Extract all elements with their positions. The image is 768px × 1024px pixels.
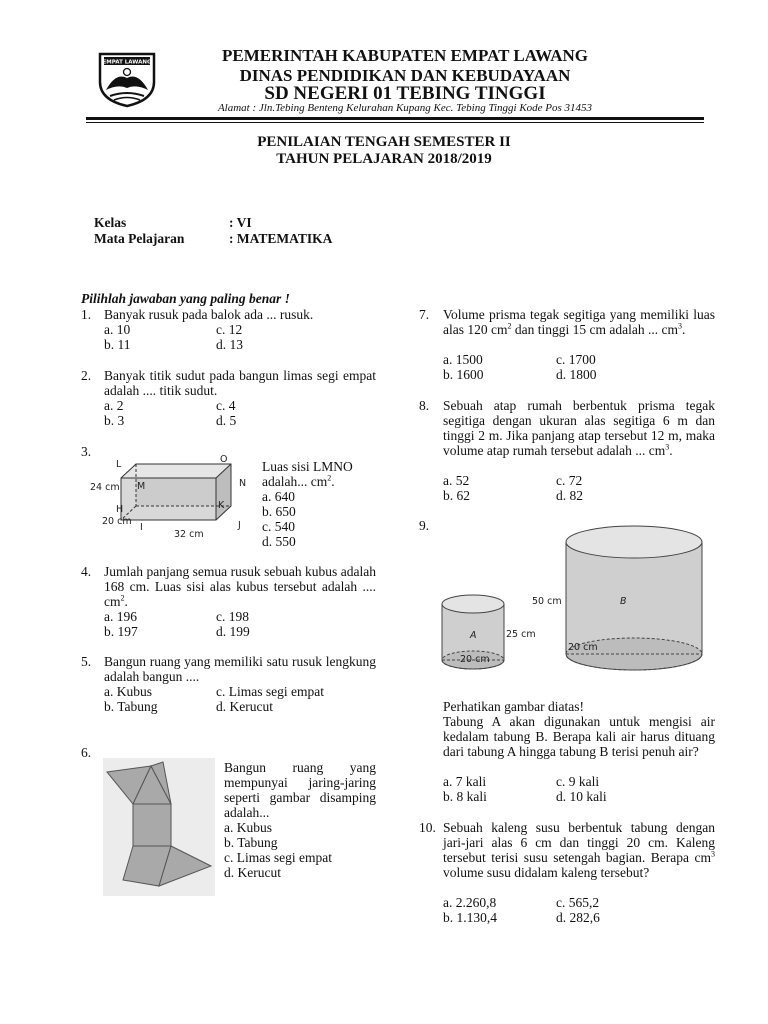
kelas-value: : VI	[229, 215, 252, 230]
q2-option-b[interactable]: b. 3	[104, 413, 125, 428]
mapel-label: Mata Pelajaran	[94, 231, 185, 246]
diameter-A: 20 cm	[460, 654, 490, 665]
vertex-M: M	[137, 481, 146, 492]
question-text: Banyak rusuk pada balok ada ... rusuk.	[104, 307, 314, 322]
school-name: SD NEGERI 01 TEBING TINGGI	[264, 83, 546, 104]
logo-text: EMPAT LAWANG	[102, 59, 152, 66]
label-B: B	[620, 596, 627, 607]
q6-option-b[interactable]: b. Tabung	[224, 835, 278, 850]
kelas-label: Kelas	[94, 215, 127, 230]
vertex-I: I	[140, 522, 143, 533]
q7-option-b[interactable]: b. 1600	[443, 367, 484, 382]
q3-option-a[interactable]: a. 640	[262, 489, 295, 504]
question-number: 4.	[81, 564, 92, 579]
q4-option-a[interactable]: a. 196	[104, 609, 137, 624]
q8-option-b[interactable]: b. 62	[443, 488, 470, 503]
q10-option-b[interactable]: b. 1.130,4	[443, 910, 497, 925]
header-rule-thin	[86, 122, 704, 123]
mapel-value: : MATEMATIKA	[229, 231, 333, 246]
q6-option-c[interactable]: c. Limas segi empat	[224, 850, 332, 865]
question-text: Jumlah panjang semua rusuk sebuah kubus adalah 168 cm. Luas sisi alas kubus tersebut adalah .... $cm^2$.	[104, 564, 376, 609]
dimension-24: 24 cm	[90, 482, 120, 493]
question-number: 2.	[81, 368, 92, 383]
q10-option-d[interactable]: d. 282,6	[556, 910, 600, 925]
q7-option-c[interactable]: c. 1700	[556, 352, 596, 367]
question-text: Volume prisma tegak segitiga yang memiliki luas alas 120 $cm^2$ dan tinggi 15 cm adalah ... $cm^3$.	[443, 307, 715, 337]
q10-option-a[interactable]: a. 2.260,8	[443, 895, 497, 910]
q4-option-b[interactable]: b. 197	[104, 624, 138, 639]
cuboid-figure	[86, 450, 254, 542]
dimension-20: 20 cm	[102, 516, 132, 527]
q4-option-d[interactable]: d. 199	[216, 624, 250, 639]
exam-year: TAHUN PELAJARAN 2018/2019	[276, 151, 492, 167]
q5-option-b[interactable]: b. Tabung	[104, 699, 158, 714]
height-A: 25 cm	[506, 629, 536, 640]
q2-option-d[interactable]: d. 5	[216, 413, 237, 428]
q7-option-a[interactable]: a. 1500	[443, 352, 483, 367]
label-A: A	[470, 630, 477, 641]
question-4	[81, 564, 377, 610]
school-address: Alamat : Jln.Tebing Benteng Kelurahan Kupang Kec. Tebing Tinggi Kode Pos 31453	[217, 102, 593, 114]
q1-option-a[interactable]: a. 10	[104, 322, 131, 337]
q7-option-d[interactable]: d. 1800	[556, 367, 597, 382]
q3-option-d[interactable]: d. 550	[262, 534, 296, 549]
vertex-L: L	[116, 459, 122, 470]
question-6-number: 6.	[81, 745, 92, 760]
q2-option-c[interactable]: c. 4	[216, 398, 236, 413]
question-text: Banyak titik sudut pada bangun limas segi empat adalah .... titik sudut.	[104, 368, 376, 398]
cylinders-figure	[436, 520, 714, 680]
q6-option-a[interactable]: a. Kubus	[224, 820, 272, 835]
dimension-32: 32 cm	[174, 529, 204, 540]
question-number: 1.	[81, 307, 92, 322]
regency-logo	[96, 50, 158, 108]
q2-option-a[interactable]: a. 2	[104, 398, 124, 413]
prism-net-figure	[103, 758, 215, 896]
header-line-1: PEMERINTAH KABUPATEN EMPAT LAWANG	[222, 46, 588, 65]
q9-option-b[interactable]: b. 8 kali	[443, 789, 487, 804]
q5-option-d[interactable]: d. Kerucut	[216, 699, 273, 714]
vertex-O: O	[220, 454, 228, 465]
height-B: 50 cm	[532, 596, 562, 607]
q1-option-d[interactable]: d. 13	[216, 337, 243, 352]
q9-option-c[interactable]: c. 9 kali	[556, 774, 600, 789]
question-number: 8.	[419, 398, 430, 413]
q9-intro: Perhatikan gambar diatas!	[443, 699, 584, 714]
question-text: Sebuah kaleng susu berbentuk tabung dengan jari-jari alas 6 cm dan tinggi 20 cm. Kaleng tersebut terisi susu setengah bagian. Berapa $cm^3$ volume susu didalam kaleng tersebut?	[443, 820, 715, 880]
question-9-number: 9.	[419, 518, 430, 533]
q8-option-d[interactable]: d. 82	[556, 488, 583, 503]
q9-option-d[interactable]: d. 10 kali	[556, 789, 607, 804]
vertex-K: K	[218, 500, 225, 511]
q4-option-c[interactable]: c. 198	[216, 609, 249, 624]
exam-title: PENILAIAN TENGAH SEMESTER II	[257, 134, 511, 150]
vertex-H: H	[116, 504, 124, 515]
q5-option-a[interactable]: a. Kubus	[104, 684, 152, 699]
question-number: 7.	[419, 307, 430, 322]
q3-text-2: adalah... $cm^2$.	[262, 473, 335, 489]
question-text: Sebuah atap rumah berbentuk prisma tegak segitiga dengan ukuran alas segitiga 6 m dan tinggi 2 m. Jika panjang atap tersebut 12 m, maka volume atap rumah tersebut adalah ... $cm^3$.	[443, 398, 715, 458]
q1-option-b[interactable]: b. 11	[104, 337, 131, 352]
question-number: 10.	[419, 820, 436, 835]
q3-option-b[interactable]: b. 650	[262, 504, 296, 519]
diameter-B: 20 cm	[568, 642, 598, 653]
header-rule-thick	[86, 117, 704, 120]
q9-text: Tabung A akan digunakan untuk mengisi air kedalam tabung B. Berapa kali air harus dituang dari tabung A hingga tabung B terisi penuh air?	[443, 714, 715, 759]
q3-text-1: Luas sisi LMNO	[262, 459, 353, 474]
question-3-number: 3.	[81, 444, 92, 459]
instruction: Pilihlah jawaban yang paling benar !	[81, 291, 290, 306]
header-line-2: DINAS PENDIDIKAN DAN KEBUDAYAAN	[239, 66, 571, 85]
q10-option-c[interactable]: c. 565,2	[556, 895, 600, 910]
q9-option-a[interactable]: a. 7 kali	[443, 774, 487, 789]
vertex-J: J	[238, 520, 241, 531]
question-number: 5.	[81, 654, 92, 669]
q6-text: Bangun ruang yang mempunyai jaring-jaring seperti gambar disamping adalah...	[224, 760, 376, 820]
vertex-N: N	[239, 478, 247, 489]
question-text: Bangun ruang yang memiliki satu rusuk lengkung adalah bangun ....	[104, 654, 376, 684]
q8-option-c[interactable]: c. 72	[556, 473, 583, 488]
q6-option-d[interactable]: d. Kerucut	[224, 865, 281, 880]
q3-option-c[interactable]: c. 540	[262, 519, 295, 534]
q5-option-c[interactable]: c. Limas segi empat	[216, 684, 324, 699]
q1-option-c[interactable]: c. 12	[216, 322, 243, 337]
q8-option-a[interactable]: a. 52	[443, 473, 470, 488]
